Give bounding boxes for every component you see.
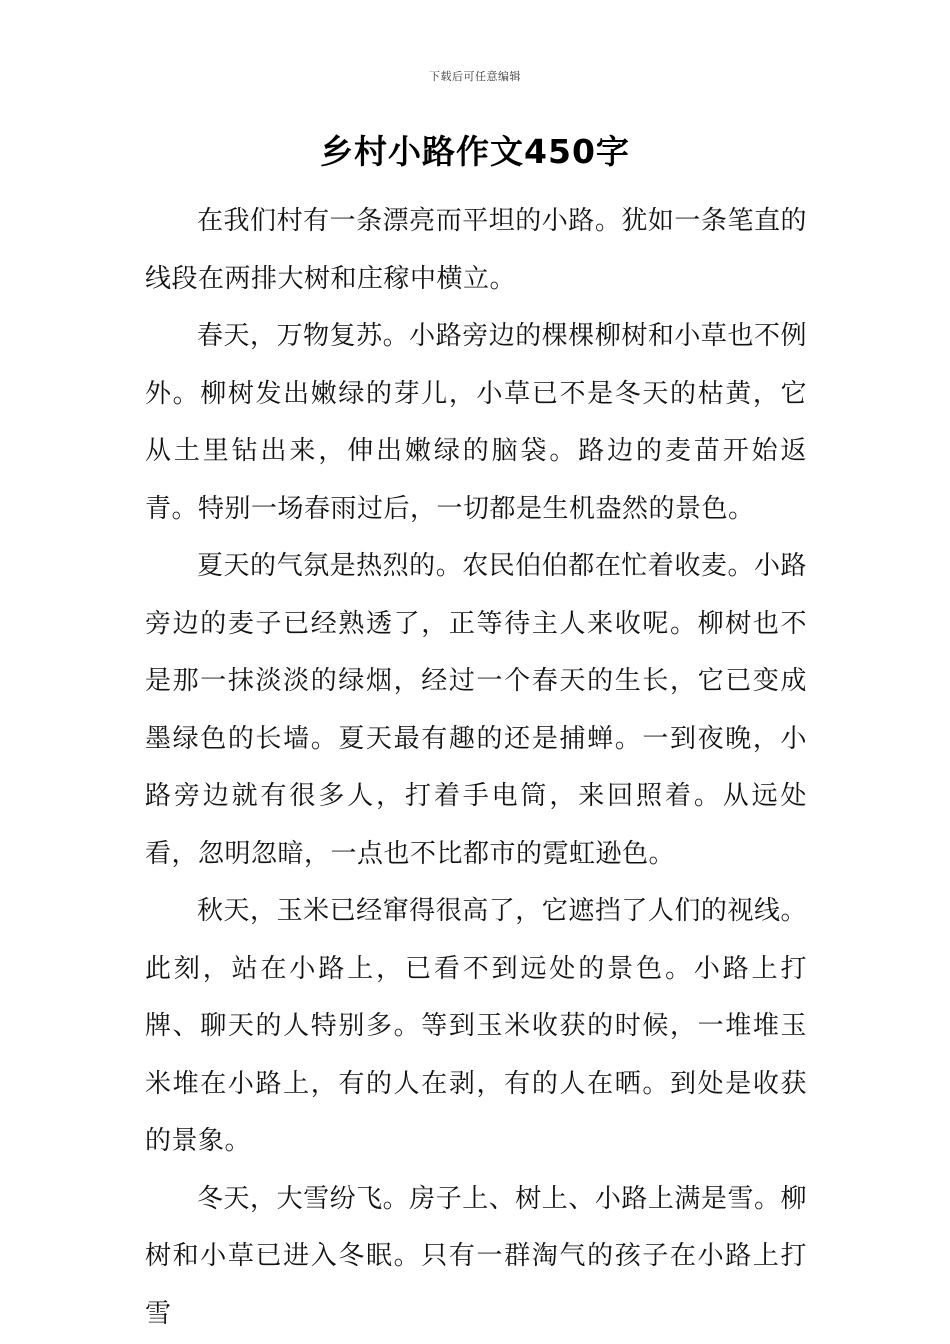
paragraph-summer: 夏天的气氛是热烈的。农民伯伯都在忙着收麦。小路旁边的麦子已经熟透了，正等待主人来收呢。柳树也不是那一抹淡淡的绿烟，经过一个春天的生长，它已变成墨绿色的长墙。夏天最有趣的还是捕蝉。一到夜晚，小路旁边就有很多人，打着手电筒，来回照着。从远处看，忽明忽暗，一点也不比都市的霓虹逊色。 [145, 551, 807, 869]
paragraph-spring: 春天，万物复苏。小路旁边的棵棵柳树和小草也不例外。柳树发出嫩绿的芽儿，小草已不是冬天的枯黄，它从土里钻出来，伸出嫩绿的脑袋。路边的麦苗开始返青。特别一场春雨过后，一切都是生机盎然的景色。 [145, 321, 807, 524]
paragraph-autumn: 秋天，玉米已经窜得很高了，它遮挡了人们的视线。此刻，站在小路上，已看不到远处的景色。小路上打牌、聊天的人特别多。等到玉米收获的时候，一堆堆玉米堆在小路上，有的人在剥，有的人在晒。到处是收获的景象。 [145, 896, 807, 1156]
paragraph-intro: 在我们村有一条漂亮而平坦的小路。犹如一条笔直的线段在两排大树和庄稼中横立。 [145, 206, 807, 294]
paragraph-winter: 冬天，大雪纷飞。房子上、树上、小路上满是雪。柳树和小草已进入冬眠。只有一群淘气的孩子在小路上打雪 [145, 1183, 807, 1329]
page-title: 乡村小路作文450字 [320, 132, 630, 171]
essay-body [145, 193, 807, 1343]
header-note: 下载后可任意编辑 [429, 70, 521, 83]
